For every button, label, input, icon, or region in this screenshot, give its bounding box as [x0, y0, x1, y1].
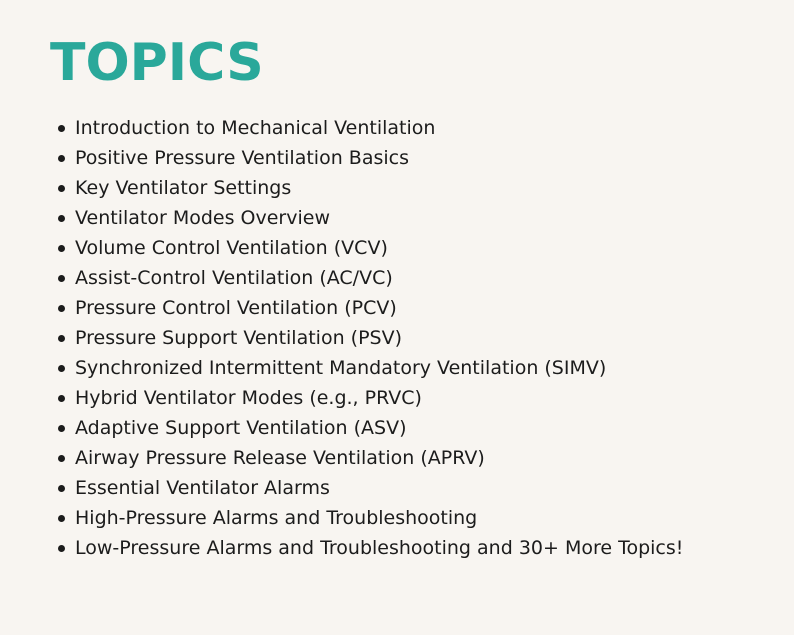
topic-label: High-Pressure Alarms and Troubleshooting [75, 507, 478, 529]
bullet-icon [58, 215, 65, 222]
bullet-icon [58, 275, 65, 282]
topic-label: Essential Ventilator Alarms [75, 477, 330, 499]
bullet-icon [58, 125, 65, 132]
topic-label: Pressure Support Ventilation (PSV) [75, 327, 402, 349]
topic-item [56, 203, 683, 233]
topic-list [56, 113, 683, 563]
bullet-icon [58, 485, 65, 492]
topic-item [56, 503, 683, 533]
bullet-icon [58, 455, 65, 462]
bullet-icon [58, 335, 65, 342]
topic-label: Adaptive Support Ventilation (ASV) [75, 417, 407, 439]
topic-item [56, 263, 683, 293]
bullet-icon [58, 425, 65, 432]
topic-label: Low-Pressure Alarms and Troubleshooting and 30+ More Topics! [75, 537, 684, 559]
topic-item [56, 323, 683, 353]
topic-label: Ventilator Modes Overview [75, 207, 330, 229]
topic-label: Pressure Control Ventilation (PCV) [75, 297, 397, 319]
bullet-icon [58, 395, 65, 402]
topic-label: Synchronized Intermittent Mandatory Ventilation (SIMV) [75, 357, 607, 379]
page-title: TOPICS [50, 33, 264, 93]
bullet-icon [58, 155, 65, 162]
topic-item [56, 233, 683, 263]
bullet-icon [58, 515, 65, 522]
topic-label: Hybrid Ventilator Modes (e.g., PRVC) [75, 387, 422, 409]
bullet-icon [58, 245, 65, 252]
topic-label: Volume Control Ventilation (VCV) [75, 237, 388, 259]
topic-item [56, 443, 683, 473]
topic-item [56, 353, 683, 383]
bullet-icon [58, 545, 65, 552]
topic-label: Airway Pressure Release Ventilation (APRV) [75, 447, 485, 469]
bullet-icon [58, 185, 65, 192]
topic-item [56, 383, 683, 413]
topic-label: Key Ventilator Settings [75, 177, 292, 199]
bullet-icon [58, 365, 65, 372]
topic-item [56, 293, 683, 323]
topic-item [56, 473, 683, 503]
topic-item [56, 143, 683, 173]
topic-label: Assist-Control Ventilation (AC/VC) [75, 267, 393, 289]
topic-item [56, 413, 683, 443]
bullet-icon [58, 305, 65, 312]
topic-item [56, 533, 683, 563]
topic-item [56, 173, 683, 203]
topic-item [56, 113, 683, 143]
topic-label: Introduction to Mechanical Ventilation [75, 117, 436, 139]
topic-label: Positive Pressure Ventilation Basics [75, 147, 409, 169]
